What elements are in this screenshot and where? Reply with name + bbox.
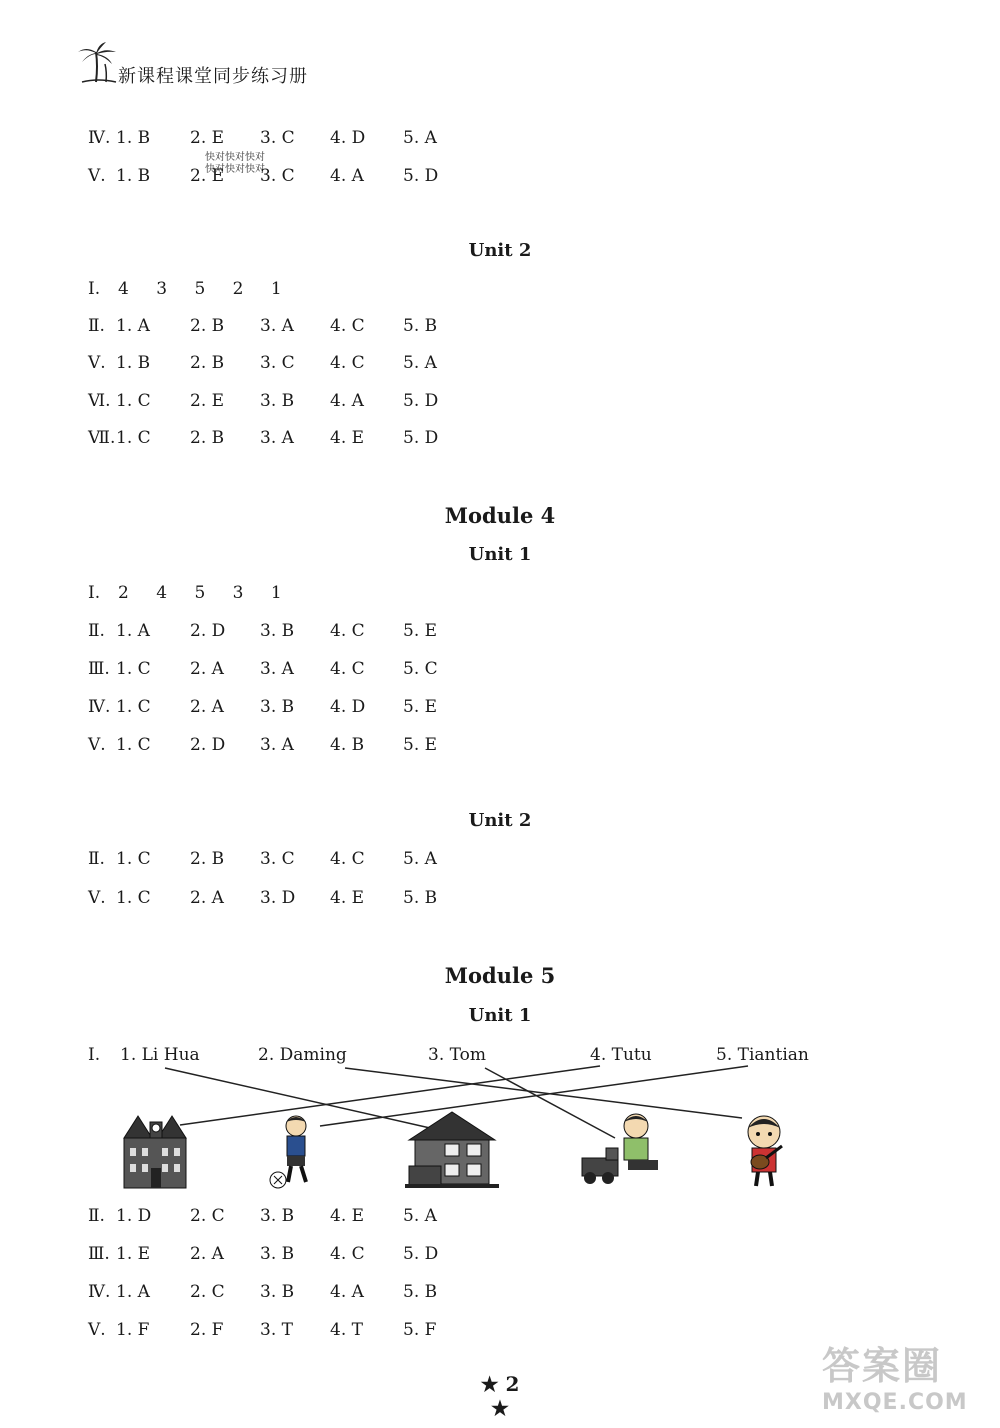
roman-numeral: Ⅱ. — [88, 316, 105, 336]
roman-numeral: Ⅰ. — [88, 279, 101, 299]
module-heading: Module 5 — [444, 963, 556, 988]
answer: 1. E — [116, 1244, 151, 1264]
page-number — [470, 1372, 530, 1420]
answer: 4. C — [330, 353, 365, 373]
roman-numeral: Ⅴ. — [88, 1320, 106, 1340]
answer: 1. F — [116, 1320, 150, 1340]
roman-numeral: Ⅲ. — [88, 659, 110, 679]
school-building-picture — [120, 1108, 190, 1190]
answer: 2. D — [190, 621, 226, 641]
answer: 3. T — [260, 1320, 293, 1340]
unit-heading: Unit 1 — [468, 544, 532, 565]
answer: 5. A — [403, 128, 437, 148]
answer: 3. A — [260, 659, 294, 679]
answer: 2. E — [190, 391, 225, 411]
roman-numeral: Ⅱ. — [88, 621, 105, 641]
answer: 5. E — [403, 735, 438, 755]
palm-tree-icon — [76, 40, 120, 84]
answer: 2. B — [190, 353, 225, 373]
roman-numeral: Ⅰ. — [88, 583, 101, 603]
answer: 1. C — [116, 697, 151, 717]
unit-heading: Unit 2 — [468, 240, 532, 261]
answer: 4. C — [330, 849, 365, 869]
answer: 2. A — [190, 697, 224, 717]
match-name: 2. Daming — [258, 1045, 347, 1065]
roman-numeral: Ⅴ. — [88, 166, 106, 186]
roman-numeral: Ⅱ. — [88, 849, 105, 869]
answer: 2. C — [190, 1206, 225, 1226]
answer: 5. A — [403, 353, 437, 373]
answer: 5. A — [403, 849, 437, 869]
roman-numeral: Ⅴ. — [88, 353, 106, 373]
answer: 1. B — [116, 353, 151, 373]
answer: 3. D — [260, 888, 296, 908]
answer: 4. A — [330, 1282, 364, 1302]
answer: 1. C — [116, 428, 151, 448]
answer: 2. E — [190, 166, 225, 186]
answer: 3. B — [260, 1206, 295, 1226]
answer: 5. D — [403, 428, 439, 448]
answer: 3. C — [260, 353, 295, 373]
answer: 1. C — [116, 888, 151, 908]
sequence-answer: 4 3 5 2 1 — [118, 279, 293, 299]
answer: 5. C — [403, 659, 438, 679]
boy-guitar-picture — [736, 1110, 792, 1190]
match-name: 5. Tiantian — [716, 1045, 809, 1065]
answer: 1. B — [116, 128, 151, 148]
answer: 4. D — [330, 128, 366, 148]
answer: 5. B — [403, 888, 438, 908]
boy-toy-train-picture — [578, 1108, 668, 1188]
answer: 4. C — [330, 621, 365, 641]
answer: 2. B — [190, 849, 225, 869]
roman-numeral: Ⅰ. — [88, 1045, 101, 1065]
book-title: 新课程课堂同步练习册 — [118, 66, 308, 87]
answer: 4. A — [330, 166, 364, 186]
answer: 1. A — [116, 316, 150, 336]
watermark-title: 答案圈 — [822, 1344, 943, 1388]
answer: 5. E — [403, 697, 438, 717]
answer: 3. C — [260, 128, 295, 148]
roman-numeral: Ⅳ. — [88, 1282, 111, 1302]
answer: 3. C — [260, 166, 295, 186]
answer: 3. A — [260, 428, 294, 448]
answer: 5. F — [403, 1320, 437, 1340]
answer: 1. C — [116, 735, 151, 755]
unit-heading: Unit 1 — [468, 1005, 532, 1026]
star-icon: ★ — [491, 1396, 509, 1420]
sequence-answer: 2 4 5 3 1 — [118, 583, 293, 603]
page-number-value: 2 — [505, 1372, 520, 1396]
answer: 3. B — [260, 621, 295, 641]
answer: 2. A — [190, 888, 224, 908]
module-heading: Module 4 — [444, 503, 556, 528]
answer: 5. A — [403, 1206, 437, 1226]
answer: 4. C — [330, 316, 365, 336]
answer: 4. B — [330, 735, 365, 755]
answer: 1. B — [116, 166, 151, 186]
roman-numeral: Ⅲ. — [88, 1244, 110, 1264]
answer: 2. E — [190, 128, 225, 148]
answer: 2. C — [190, 1282, 225, 1302]
answer: 5. D — [403, 391, 439, 411]
answer: 4. D — [330, 697, 366, 717]
star-icon: ★ — [480, 1372, 499, 1396]
answer: 5. B — [403, 1282, 438, 1302]
stamp-line: 快对快对快对 — [205, 164, 265, 175]
answer: 2. A — [190, 1244, 224, 1264]
roman-numeral: Ⅶ. — [88, 428, 116, 448]
answer: 2. F — [190, 1320, 224, 1340]
roman-numeral: Ⅴ. — [88, 735, 106, 755]
answer: 1. A — [116, 1282, 150, 1302]
match-name: 4. Tutu — [590, 1045, 652, 1065]
answer: 3. B — [260, 391, 295, 411]
answer: 5. B — [403, 316, 438, 336]
answer: 2. D — [190, 735, 226, 755]
match-name: 1. Li Hua — [120, 1045, 200, 1065]
answer: 5. D — [403, 166, 439, 186]
answer: 1. C — [116, 659, 151, 679]
answer: 2. B — [190, 316, 225, 336]
answer: 3. A — [260, 316, 294, 336]
house-picture — [405, 1108, 499, 1188]
answer: 4. E — [330, 428, 365, 448]
watermark-domain: MXQE.COM — [822, 1390, 968, 1415]
answer: 3. C — [260, 849, 295, 869]
match-name: 3. Tom — [428, 1045, 486, 1065]
answer: 3. A — [260, 735, 294, 755]
answer: 5. E — [403, 621, 438, 641]
answer: 1. D — [116, 1206, 152, 1226]
answer: 2. B — [190, 428, 225, 448]
roman-numeral: Ⅱ. — [88, 1206, 105, 1226]
answer: 4. E — [330, 888, 365, 908]
roman-numeral: Ⅳ. — [88, 128, 111, 148]
answer: 5. D — [403, 1244, 439, 1264]
answer: 3. B — [260, 697, 295, 717]
unit-heading: Unit 2 — [468, 810, 532, 831]
roman-numeral: Ⅵ. — [88, 391, 111, 411]
answer: 4. C — [330, 1244, 365, 1264]
stamp-line: 快对快对快对 — [205, 152, 265, 163]
roman-numeral: Ⅴ. — [88, 888, 106, 908]
answer: 1. A — [116, 621, 150, 641]
answer: 2. A — [190, 659, 224, 679]
boy-football-picture — [266, 1112, 326, 1190]
answer: 3. B — [260, 1282, 295, 1302]
site-watermark — [822, 1335, 992, 1415]
answer: 4. C — [330, 659, 365, 679]
answer: 4. E — [330, 1206, 365, 1226]
answer: 3. B — [260, 1244, 295, 1264]
answer: 4. T — [330, 1320, 363, 1340]
answer: 1. C — [116, 849, 151, 869]
answer: 4. A — [330, 391, 364, 411]
roman-numeral: Ⅳ. — [88, 697, 111, 717]
answer: 1. C — [116, 391, 151, 411]
